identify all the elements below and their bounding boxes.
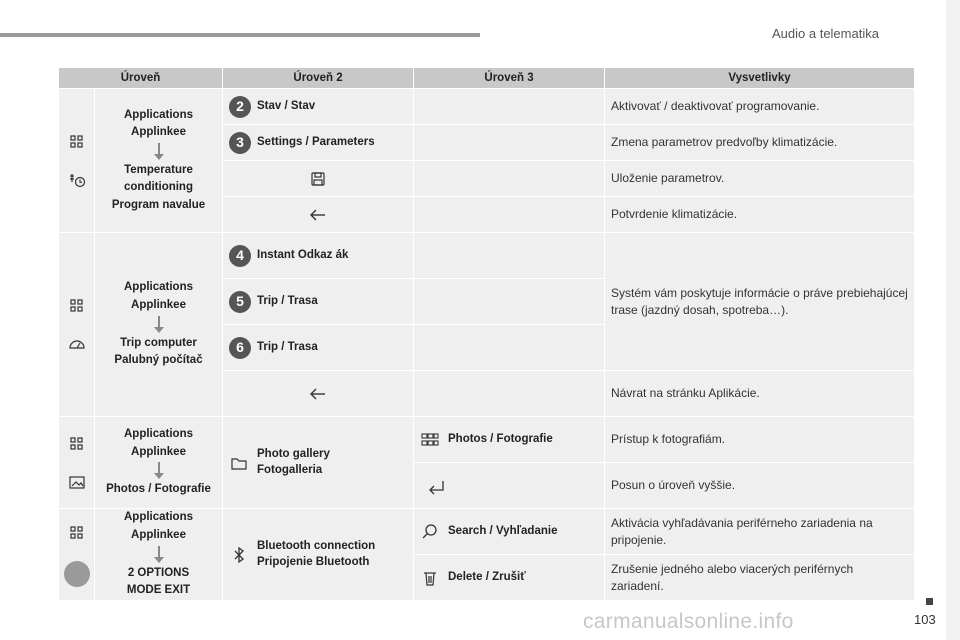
path-step: MODE EXIT bbox=[126, 584, 191, 597]
path-step: Applications bbox=[123, 428, 193, 441]
table-row bbox=[59, 417, 915, 463]
trip-computer-icon[interactable] bbox=[67, 334, 87, 354]
level3-cell bbox=[414, 233, 605, 279]
col-header-level3: Úroveň 3 bbox=[414, 68, 605, 89]
path-step: 2 OPTIONS bbox=[127, 566, 190, 579]
path-step: Applinkee bbox=[131, 528, 186, 541]
folder-icon bbox=[229, 453, 249, 473]
level2-cell[interactable] bbox=[223, 161, 414, 197]
step-badge: 3 bbox=[229, 132, 251, 154]
path-step: Applications bbox=[123, 108, 193, 121]
arrow-down-icon bbox=[152, 316, 166, 334]
search-icon bbox=[420, 522, 440, 542]
level1-icon-cell bbox=[59, 509, 95, 601]
level2-label: Fotogalleria bbox=[257, 463, 323, 476]
description-cell: Aktivovať / deaktivovať programovanie. bbox=[605, 89, 915, 125]
back-arrow-icon[interactable] bbox=[308, 205, 328, 225]
path-step: conditioning bbox=[124, 181, 193, 194]
path-step: Applications bbox=[123, 281, 193, 294]
level1-icon-cell bbox=[59, 417, 95, 509]
level1-icon-cell bbox=[59, 233, 95, 417]
table-row bbox=[59, 233, 915, 279]
level1-path-cell bbox=[95, 509, 223, 601]
section-title: Audio a telematika bbox=[772, 26, 879, 41]
level2-cell[interactable] bbox=[223, 89, 414, 125]
description-cell: Aktivácia vyhľadávania periférneho zariadenia na pripojenie. bbox=[605, 509, 915, 555]
menu-table bbox=[58, 67, 915, 601]
save-icon[interactable] bbox=[308, 169, 328, 189]
level1-path-cell bbox=[95, 89, 223, 233]
level3-cell bbox=[414, 371, 605, 417]
level2-label: Stav / Stav bbox=[257, 99, 316, 112]
page-edge-bar bbox=[946, 0, 960, 640]
level2-label: Instant Odkaz ák bbox=[257, 248, 349, 261]
arrow-down-icon bbox=[152, 462, 166, 480]
step-badge: 4 bbox=[229, 245, 251, 267]
level3-cell bbox=[414, 197, 605, 233]
level3-cell[interactable] bbox=[414, 463, 605, 509]
level2-cell[interactable] bbox=[223, 233, 414, 279]
description-cell: Návrat na stránku Aplikácie. bbox=[605, 371, 915, 417]
arrow-down-icon bbox=[152, 143, 166, 161]
back-arrow-icon[interactable] bbox=[308, 384, 328, 404]
step-badge: 6 bbox=[229, 337, 251, 359]
apps-grid-icon[interactable] bbox=[67, 434, 87, 454]
path-step: Palubný počítač bbox=[114, 354, 203, 367]
level2-label: Settings / Parameters bbox=[257, 135, 375, 148]
path-step: Applinkee bbox=[131, 298, 186, 311]
level3-cell bbox=[414, 89, 605, 125]
options-button-icon[interactable] bbox=[64, 561, 90, 587]
description-cell: Zrušenie jedného alebo viacerých periférnych zariadení. bbox=[605, 555, 915, 601]
table-row bbox=[59, 509, 915, 555]
step-badge: 2 bbox=[229, 96, 251, 118]
col-header-level1: Úroveň bbox=[59, 68, 223, 89]
col-header-level2: Úroveň 2 bbox=[223, 68, 414, 89]
table-row bbox=[59, 89, 915, 125]
level2-label: Pripojenie Bluetooth bbox=[257, 555, 370, 568]
watermark-text: carmanualsonline.info bbox=[583, 610, 794, 633]
path-step: Applinkee bbox=[131, 445, 186, 458]
level2-cell[interactable] bbox=[223, 197, 414, 233]
arrow-down-icon bbox=[152, 546, 166, 564]
description-cell: Uloženie parametrov. bbox=[605, 161, 915, 197]
apps-grid-icon[interactable] bbox=[67, 132, 87, 152]
level3-cell[interactable] bbox=[414, 509, 605, 555]
level3-label: Photos / Fotografie bbox=[448, 432, 553, 445]
apps-grid-icon[interactable] bbox=[67, 296, 87, 316]
path-step: Temperature bbox=[124, 163, 193, 176]
level2-cell[interactable] bbox=[223, 509, 414, 601]
level3-label: Delete / Zrušiť bbox=[448, 570, 526, 583]
description-cell: Zmena parametrov predvoľby klimatizácie. bbox=[605, 125, 915, 161]
level3-cell bbox=[414, 279, 605, 325]
level2-cell[interactable] bbox=[223, 417, 414, 509]
path-step: Trip computer bbox=[120, 336, 197, 349]
bluetooth-icon bbox=[229, 545, 249, 565]
level2-cell[interactable] bbox=[223, 325, 414, 371]
level3-cell[interactable] bbox=[414, 555, 605, 601]
level3-cell bbox=[414, 325, 605, 371]
level2-cell[interactable] bbox=[223, 371, 414, 417]
apps-grid-icon[interactable] bbox=[67, 523, 87, 543]
level1-icon-cell bbox=[59, 89, 95, 233]
path-step: Photos / Fotografie bbox=[106, 483, 211, 496]
level1-path-cell bbox=[95, 417, 223, 509]
photos-icon[interactable] bbox=[67, 472, 87, 492]
description-cell: Posun o úroveň vyššie. bbox=[605, 463, 915, 509]
up-level-icon[interactable] bbox=[426, 476, 446, 496]
level3-cell[interactable] bbox=[414, 417, 605, 463]
photo-grid-icon bbox=[420, 430, 440, 450]
step-badge: 5 bbox=[229, 291, 251, 313]
table-header-row bbox=[59, 68, 915, 89]
level3-label: Search / Vyhľadanie bbox=[448, 524, 558, 537]
path-step: Program navalue bbox=[111, 198, 206, 211]
path-step: Applinkee bbox=[131, 126, 186, 139]
col-header-explanation: Vysvetlivky bbox=[605, 68, 915, 89]
level2-cell[interactable] bbox=[223, 279, 414, 325]
level2-cell[interactable] bbox=[223, 125, 414, 161]
description-cell: Prístup k fotografiám. bbox=[605, 417, 915, 463]
level2-label: Trip / Trasa bbox=[257, 294, 318, 307]
description-cell: Systém vám poskytuje informácie o práve prebiehajúcej trase (jazdný dosah, spotreba…). bbox=[605, 233, 915, 371]
path-step: Applications bbox=[123, 511, 193, 524]
level1-path-cell bbox=[95, 233, 223, 417]
level3-cell bbox=[414, 161, 605, 197]
page-number: 103 bbox=[914, 612, 936, 627]
level2-label: Trip / Trasa bbox=[257, 340, 318, 353]
description-cell: Potvrdenie klimatizácie. bbox=[605, 197, 915, 233]
level2-label: Photo gallery bbox=[257, 447, 330, 460]
level2-label: Bluetooth connection bbox=[257, 539, 376, 552]
level3-cell bbox=[414, 125, 605, 161]
section-bullet bbox=[926, 598, 933, 605]
trash-icon bbox=[420, 568, 440, 588]
climate-clock-icon[interactable] bbox=[67, 170, 87, 190]
header-rule bbox=[0, 33, 480, 37]
